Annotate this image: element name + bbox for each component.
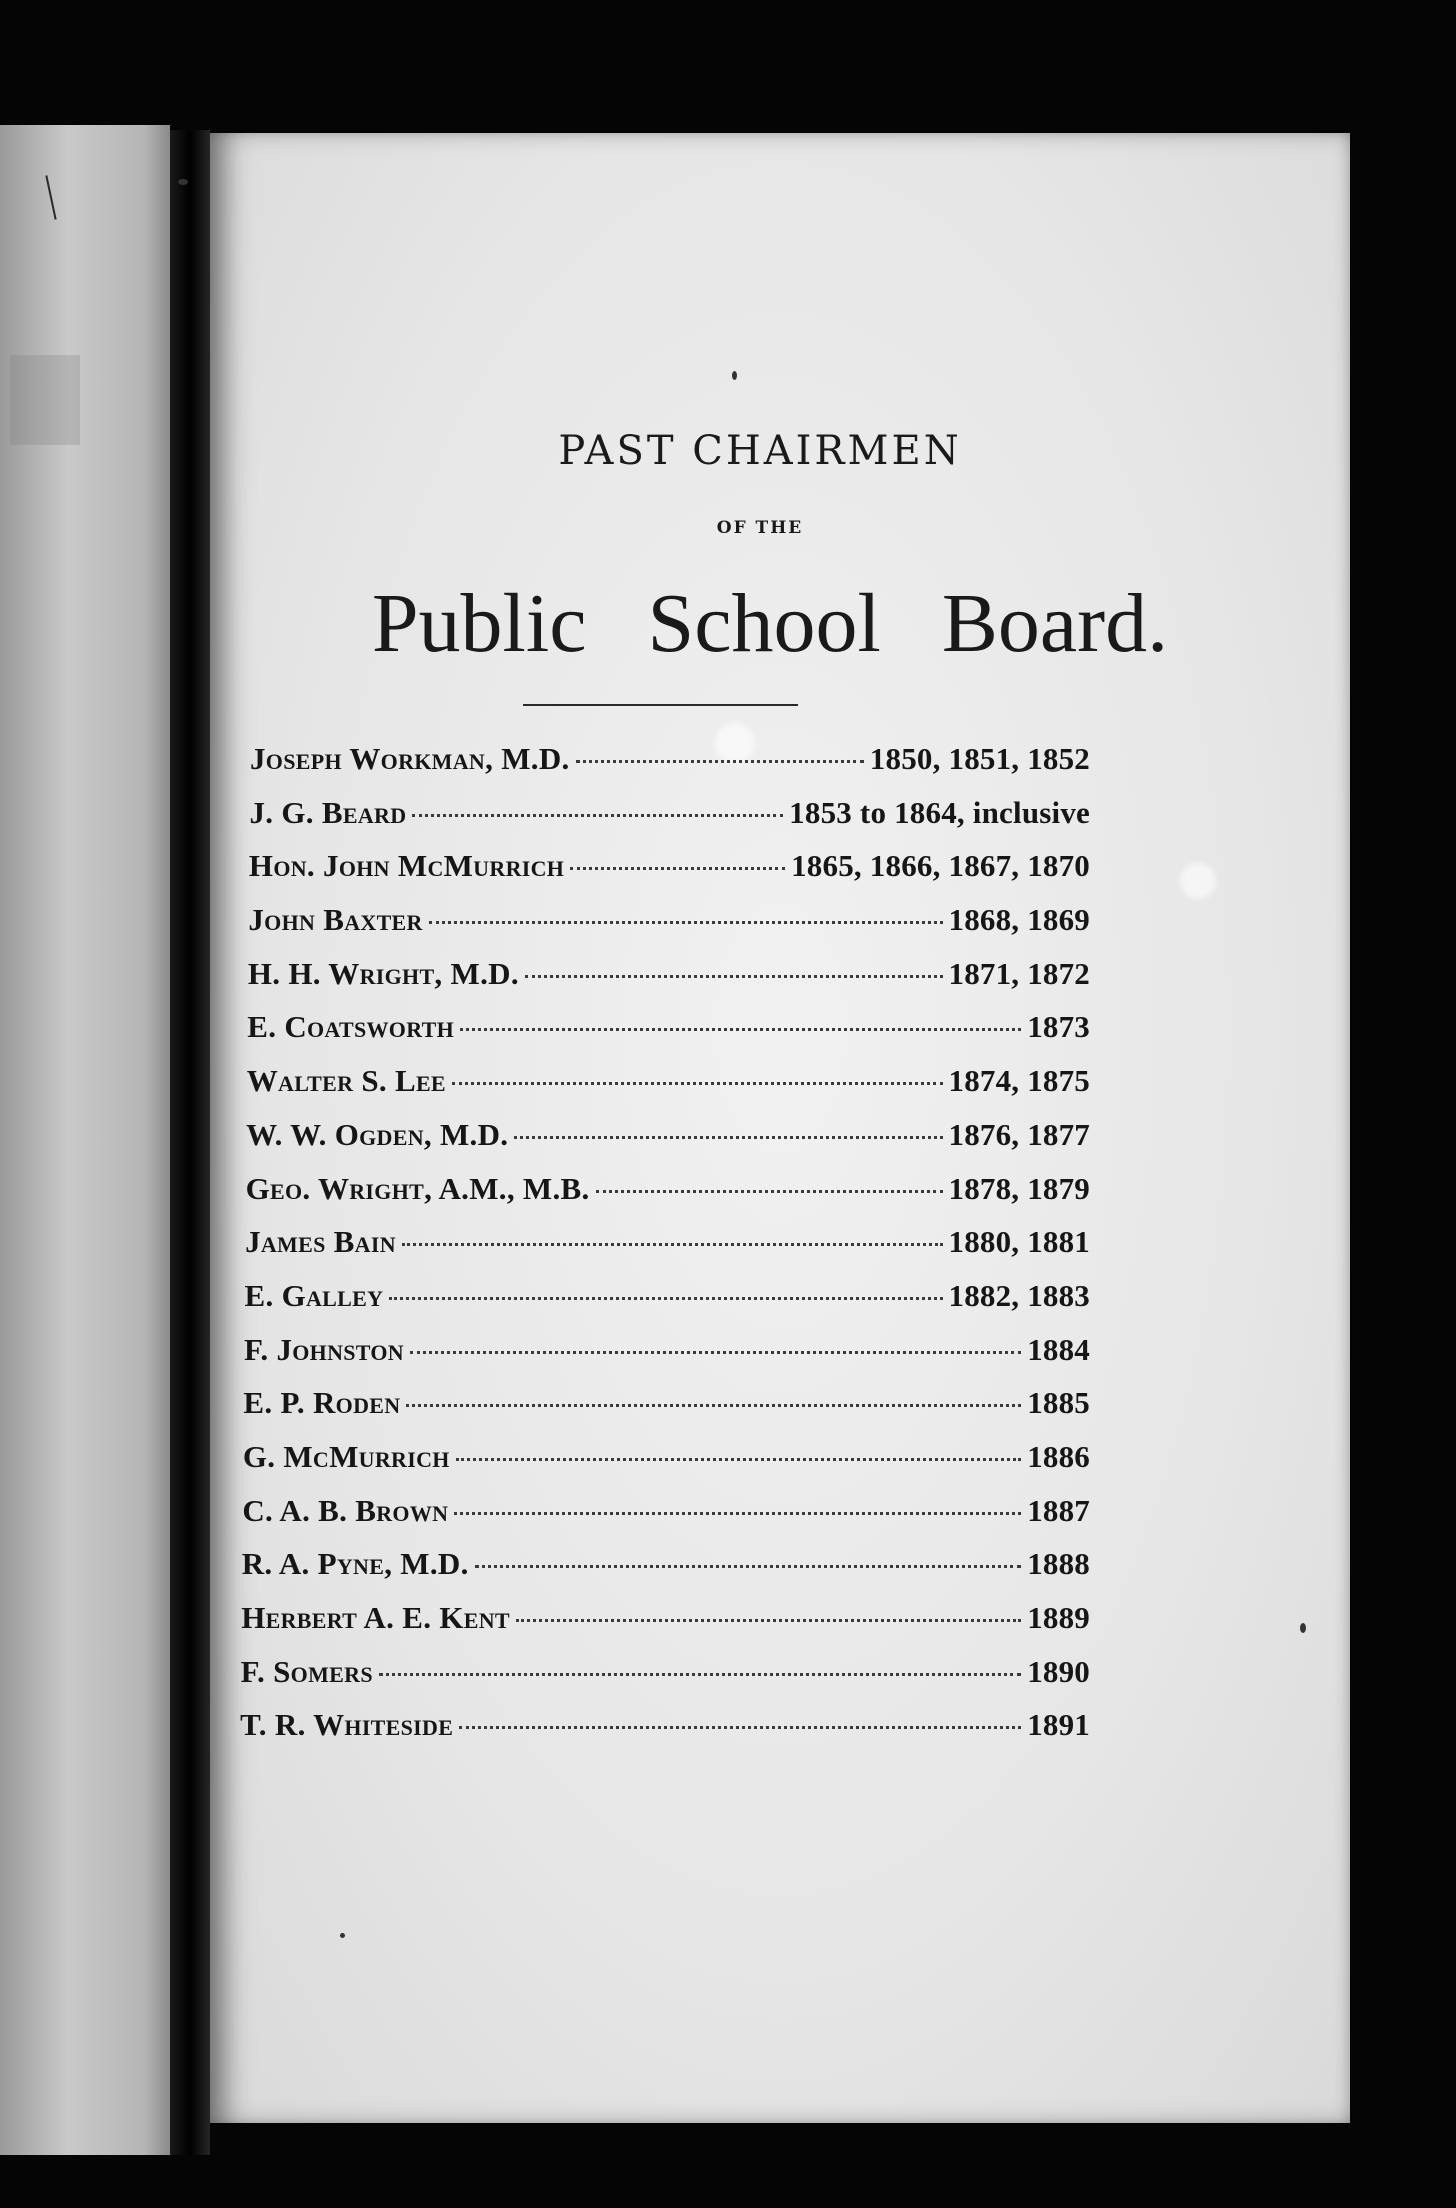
chairman-name: John Baxter <box>248 902 423 938</box>
chairman-years: 1886 <box>1027 1438 1090 1474</box>
dot-leader <box>456 1458 1021 1461</box>
chairman-row <box>249 848 1090 902</box>
chairman-name: E. Galley <box>244 1277 384 1313</box>
chairman-years: 1880, 1881 <box>948 1224 1090 1260</box>
dot-leader <box>412 814 783 817</box>
chairman-row <box>242 1546 1090 1600</box>
chairman-row <box>242 1493 1090 1547</box>
chairman-years: 1887 <box>1027 1492 1090 1528</box>
chairman-name: W. W. Ogden, M.D. <box>246 1116 509 1152</box>
dot-leader <box>410 1351 1021 1354</box>
chairman-name: Hon. John McMurrich <box>248 848 565 884</box>
chairman-row <box>247 1009 1090 1063</box>
chairman-row <box>243 1439 1090 1493</box>
chairman-row <box>246 1171 1090 1225</box>
ink-mark <box>45 175 56 219</box>
chairman-name: J. G. Beard <box>249 794 407 830</box>
ink-speck <box>178 179 188 185</box>
chairman-name: G. McMurrich <box>242 1438 450 1474</box>
chairman-name: Walter S. Lee <box>246 1063 446 1099</box>
chairman-row <box>248 956 1090 1010</box>
chairman-row <box>249 795 1090 849</box>
chairman-years: 1853 to 1864, inclusive <box>789 794 1090 830</box>
previous-page-edge <box>0 125 170 2155</box>
chairman-years: 1890 <box>1027 1653 1090 1689</box>
chairman-years: 1884 <box>1027 1331 1090 1367</box>
dot-leader <box>525 975 943 978</box>
dot-leader <box>570 867 785 870</box>
chairman-years: 1850, 1851, 1852 <box>869 741 1090 776</box>
chairman-name: E. P. Roden <box>243 1385 401 1421</box>
heading-public-school-board: Public School Board. <box>371 577 1169 670</box>
chairman-name: James Bain <box>245 1224 396 1260</box>
chairman-name: C. A. B. Brown <box>242 1492 449 1528</box>
dot-leader <box>460 1028 1021 1031</box>
chairmen-list <box>240 741 1090 1761</box>
ink-speck <box>732 371 737 380</box>
faint-bleed-through <box>10 355 80 445</box>
chairman-name: F. Somers <box>240 1653 373 1689</box>
chairman-name: E. Coatsworth <box>247 1009 455 1045</box>
document-page <box>210 133 1350 2123</box>
dot-leader <box>475 1565 1022 1568</box>
chairman-years: 1891 <box>1027 1707 1090 1743</box>
chairman-row <box>240 1707 1090 1761</box>
chairman-years: 1874, 1875 <box>948 1063 1090 1099</box>
chairman-years: 1876, 1877 <box>948 1116 1090 1152</box>
paper-blot <box>1180 863 1216 899</box>
chairman-row <box>244 1332 1090 1386</box>
chairman-row <box>246 1117 1090 1171</box>
chairman-name: F. Johnston <box>243 1331 404 1367</box>
chairman-name: H. H. Wright, M.D. <box>247 955 519 991</box>
dot-leader <box>389 1297 942 1300</box>
chairman-row <box>245 1224 1090 1278</box>
ink-speck <box>340 1933 345 1938</box>
chairman-row <box>248 902 1090 956</box>
chairman-years: 1878, 1879 <box>948 1170 1090 1206</box>
dot-leader <box>452 1082 943 1085</box>
chairman-name: Geo. Wright, A.M., M.B. <box>245 1170 590 1206</box>
chairman-row <box>245 1278 1091 1332</box>
chairman-row <box>250 741 1090 795</box>
chairman-years: 1882, 1883 <box>948 1277 1090 1313</box>
chairman-years: 1885 <box>1027 1385 1090 1421</box>
dot-leader <box>406 1404 1021 1407</box>
chairman-name: R. A. Pyne, M.D. <box>241 1546 469 1582</box>
dot-leader <box>429 921 943 924</box>
chairman-years: 1868, 1869 <box>948 902 1090 938</box>
dot-leader <box>402 1243 943 1246</box>
heading-past-chairmen: PAST CHAIRMEN <box>558 428 962 474</box>
chairman-row <box>243 1385 1090 1439</box>
ink-speck <box>1300 1623 1306 1633</box>
chairman-years: 1865, 1866, 1867, 1870 <box>791 848 1090 884</box>
dot-leader <box>576 760 864 763</box>
divider-rule <box>523 704 798 706</box>
dot-leader <box>514 1136 942 1139</box>
chairman-name: Joseph Workman, M.D. <box>250 741 570 776</box>
chairman-row <box>247 1063 1090 1117</box>
chairman-years: 1889 <box>1027 1600 1090 1635</box>
dot-leader <box>379 1673 1021 1676</box>
chairman-name: T. R. Whiteside <box>240 1707 454 1743</box>
chairman-years: 1888 <box>1027 1546 1090 1582</box>
chairman-name: Herbert A. E. Kent <box>241 1600 510 1635</box>
dot-leader <box>596 1190 943 1193</box>
dot-leader <box>459 1726 1021 1729</box>
dot-leader <box>454 1512 1021 1515</box>
chairman-row <box>241 1600 1090 1654</box>
dot-leader <box>516 1619 1021 1622</box>
chairman-row <box>241 1654 1090 1708</box>
chairman-years: 1873 <box>1027 1009 1090 1045</box>
chairman-years: 1871, 1872 <box>948 955 1090 991</box>
heading-of-the: OF THE <box>716 518 804 538</box>
